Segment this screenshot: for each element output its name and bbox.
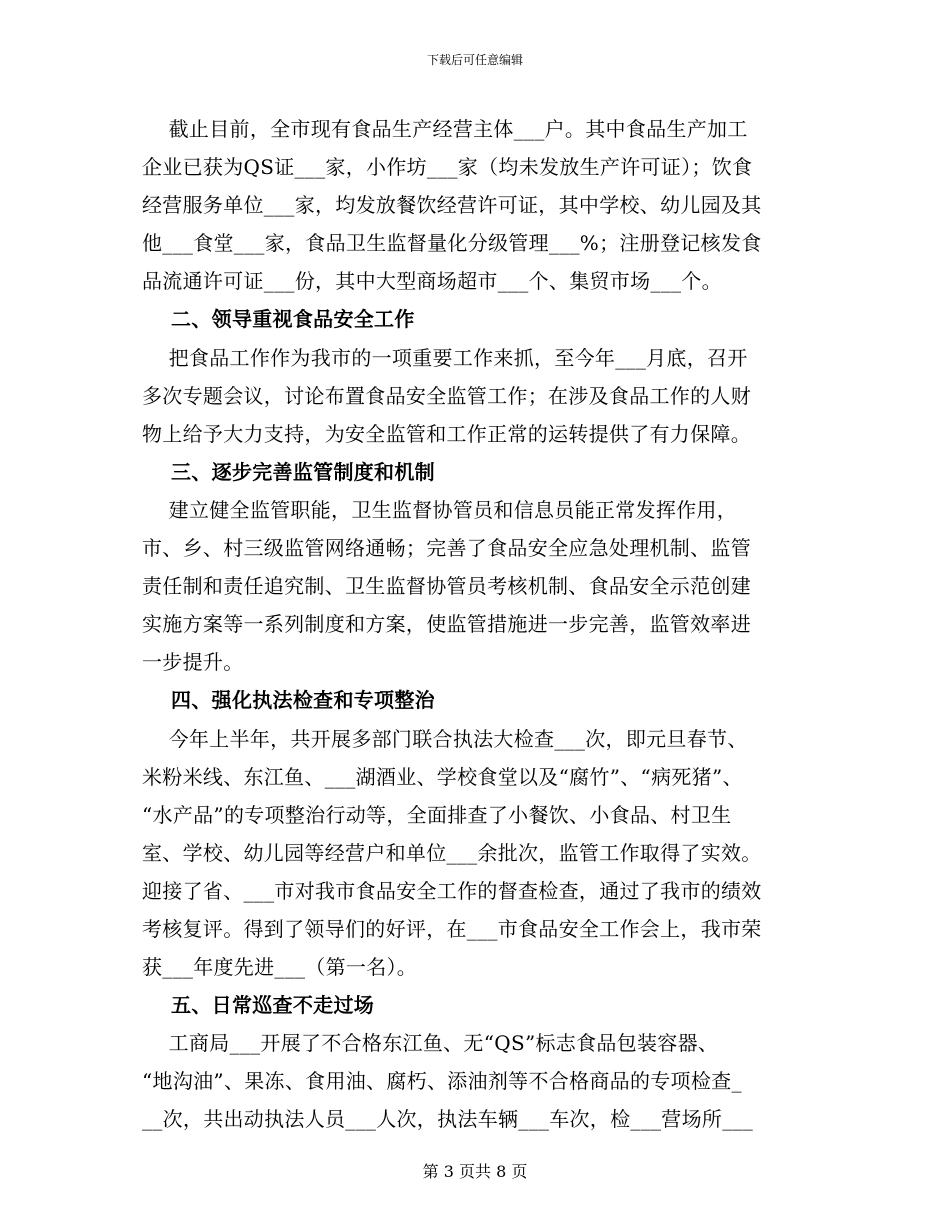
text-line: 迎接了省、___市对我市食品安全工作的督查检查，通过了我市的绩效: [142, 878, 762, 903]
text-line: 市、乡、村三级监管网络通畅；完善了食品安全应急处理机制、监管: [142, 536, 751, 561]
text-line: 工商局___开展了不合格东江鱼、无“QS”标志食品包装容器、: [142, 1031, 719, 1056]
document-body: [142, 110, 818, 1139]
text-line: 实施方案等一系列制度和方案，使监管措施进一步完善，监管效率进: [142, 612, 751, 637]
text-line: 考核复评。得到了领导们的好评，在___市食品安全工作会上，我市荣: [142, 916, 762, 941]
text-line: 今年上半年，共开展多部门联合执法大检查___次，即元旦春节、: [142, 726, 748, 751]
section-heading: 二、领导重视食品安全工作: [142, 307, 415, 332]
text-line: 经营服务单位___家，均发放餐饮经营许可证，其中学校、幼儿园及其: [142, 193, 762, 218]
text-line: 室、学校、幼儿园等经营户和单位___余批次，监管工作取得了实效。: [142, 840, 762, 865]
text-line: 建立健全监管职能，卫生监督协管员和信息员能正常发挥作用，: [142, 497, 738, 522]
text-line: 多次专题会议，讨论布置食品安全监管工作；在涉及食品工作的人财: [142, 383, 751, 408]
section-heading: 三、逐步完善监管制度和机制: [142, 459, 435, 484]
section-heading: 四、强化执法检查和专项整治: [142, 688, 435, 713]
text-line: __次，共出动执法人员___人次，执法车辆___车次，检___营场所___: [142, 1107, 754, 1132]
text-line: 责任制和责任追究制、卫生监督协管员考核机制、食品安全示范创建: [142, 574, 751, 599]
text-line: 截止目前，全市现有食品生产经营主体___户。其中食品生产加工: [142, 117, 748, 141]
section-heading: 五、日常巡查不走过场: [142, 993, 375, 1018]
text-line: 他___食堂___家，食品卫生监督量化分级管理___%；注册登记核发食: [142, 231, 762, 256]
page-footer: 第 3 页共 8 页: [422, 1162, 528, 1181]
page-header: 下载后可任意编辑: [426, 53, 523, 67]
text-line: “地沟油”、果冻、食用油、腐朽、添油剂等不合格商品的专项检查_: [142, 1069, 742, 1094]
text-line: “水产品”的专项整治行动等，全面排查了小餐饮、小食品、村卫生: [142, 802, 732, 827]
text-line: 品流通许可证___份，其中大型商场超市___个、集贸市场___个。: [142, 269, 722, 294]
text-line: 米粉米线、东江鱼、___湖酒业、学校食堂以及“腐竹”、“病死猪”、: [142, 764, 743, 789]
text-line: 获___年度先进___（第一名）。: [142, 955, 418, 980]
text-line: 一步提升。: [142, 650, 244, 675]
text-line: 把食品工作作为我市的一项重要工作来抓，至今年___月底，召开: [142, 345, 748, 370]
text-line: 物上给予大力支持，为安全监管和工作正常的运转提供了有力保障。: [142, 421, 751, 446]
text-line: 企业已获为QS证___家，小作坊___家（均未发放生产许可证）；饮食: [142, 155, 753, 180]
